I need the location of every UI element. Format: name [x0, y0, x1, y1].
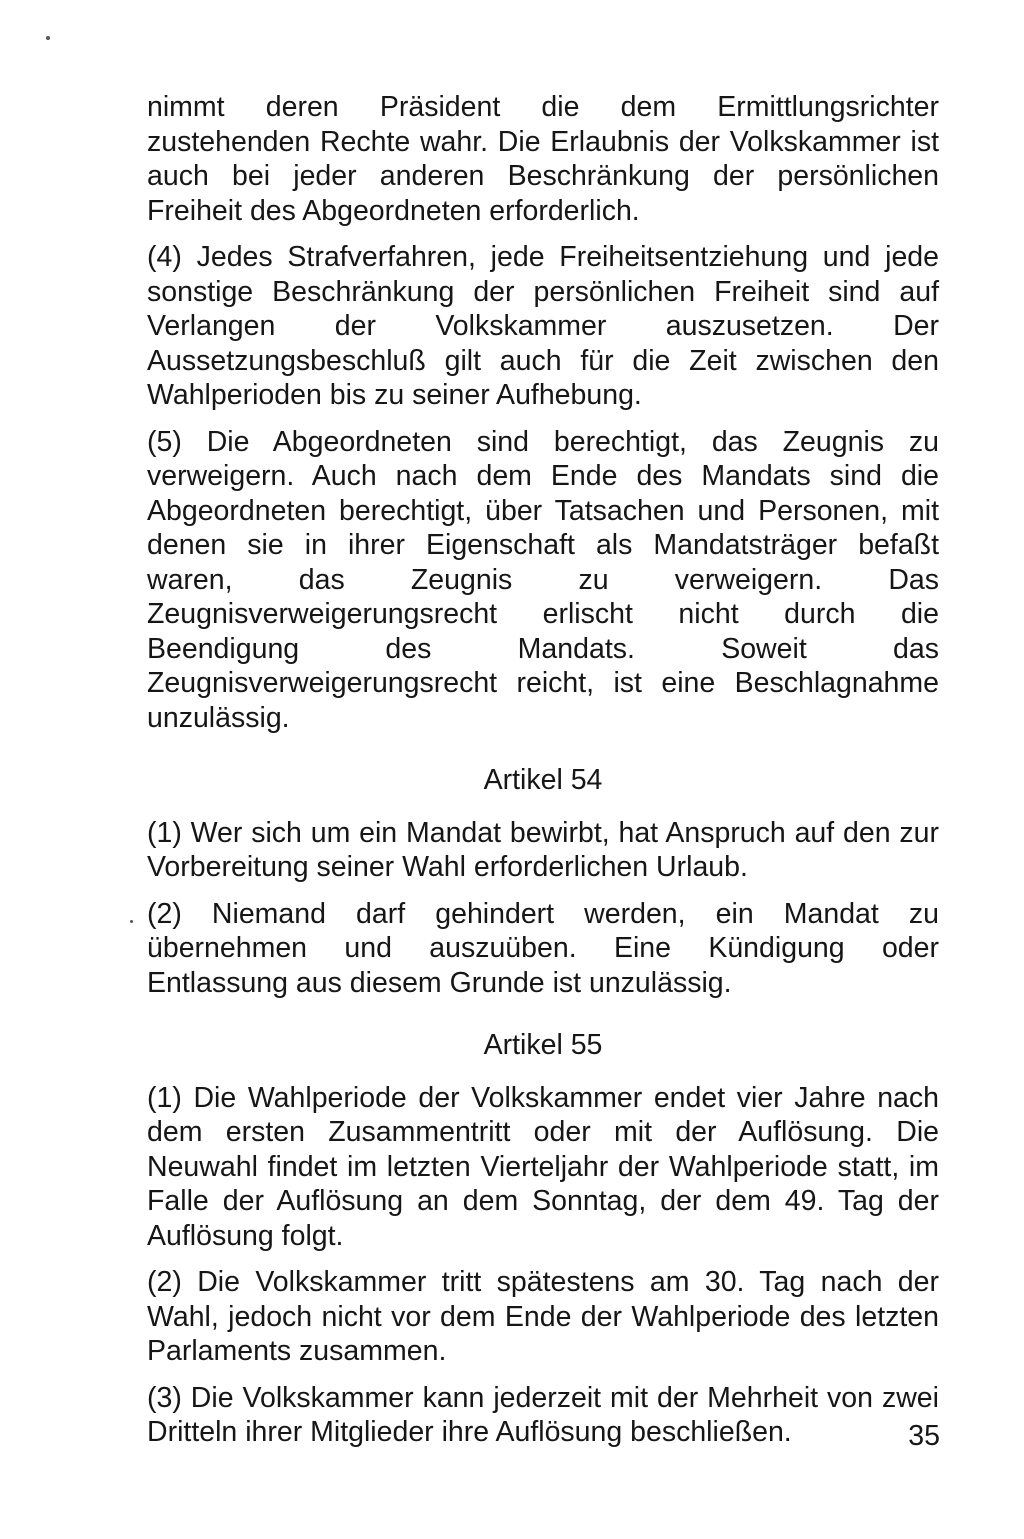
scan-speck — [130, 920, 133, 923]
paragraph-54-2: (2) Niemand darf gehindert werden, ein Mandat zu übernehmen und auszuüben. Eine Kündigung oder Entlassung aus diesem Grunde ist unzulässig. — [147, 897, 939, 999]
paragraph-55-2: (2) Die Volkskammer tritt spätestens am 30. Tag nach der Wahl, jedoch nicht vor dem Ende der Wahlperiode des letzten Parlaments zusammen. — [147, 1266, 939, 1367]
paragraph-53-4: (4) Jedes Strafverfahren, jede Freiheitsentziehung und jede sonstige Beschränkung der persönlichen Freiheit sind auf Verlangen der Volkskammer auszusetzen. Der Aussetzungsbeschluß gilt auch für die Zeit zwischen den Wahlperioden bis zu seiner Aufhebung. — [147, 241, 939, 411]
paragraph-continuation: nimmt deren Präsident die dem Ermittlungsrichter zustehenden Rechte wahr. Die Erlaubnis der Volkskammer ist auch bei jeder anderen Beschränkung der persönlichen Freiheit des Abgeordneten erforderlich. — [147, 91, 939, 227]
article-54-heading: Artikel 54 — [483, 764, 603, 796]
paragraph-55-3: (3) Die Volkskammer kann jederzeit mit der Mehrheit von zwei Dritteln ihrer Mitglieder ihre Auflösung beschließen. — [147, 1381, 939, 1448]
text-column — [147, 90, 939, 1462]
page-number: 35 — [908, 1420, 940, 1452]
article-55-heading: Artikel 55 — [483, 1029, 603, 1061]
scan-speck — [46, 36, 50, 40]
paragraph-54-1: (1) Wer sich um ein Mandat bewirbt, hat Anspruch auf den zur Vorbereitung seiner Wahl erforderlichen Urlaub. — [147, 816, 939, 883]
paragraph-55-1: (1) Die Wahlperiode der Volkskammer endet vier Jahre nach dem ersten Zusammentritt oder mit der Auflösung. Die Neuwahl findet im letzten Vierteljahr der Wahlperiode statt, im Falle der Auflösung an dem Sonntag, der dem 49. Tag der Auflösung folgt. — [147, 1081, 939, 1252]
paragraph-53-5: (5) Die Abgeordneten sind berechtigt, das Zeugnis zu verweigern. Auch nach dem Ende des Mandats sind die Abgeordneten berechtigt, über Tatsachen und Personen, mit denen sie in ihrer Eigenschaft als Mandatsträger befaßt waren, das Zeugnis zu verweigern. Das Zeugnisverweigerungsrecht erlischt nicht durch die Beendigung des Mandats. Soweit das Zeugnisverweigerungsrecht reicht, ist eine Beschlagnahme unzulässig. — [147, 425, 939, 734]
